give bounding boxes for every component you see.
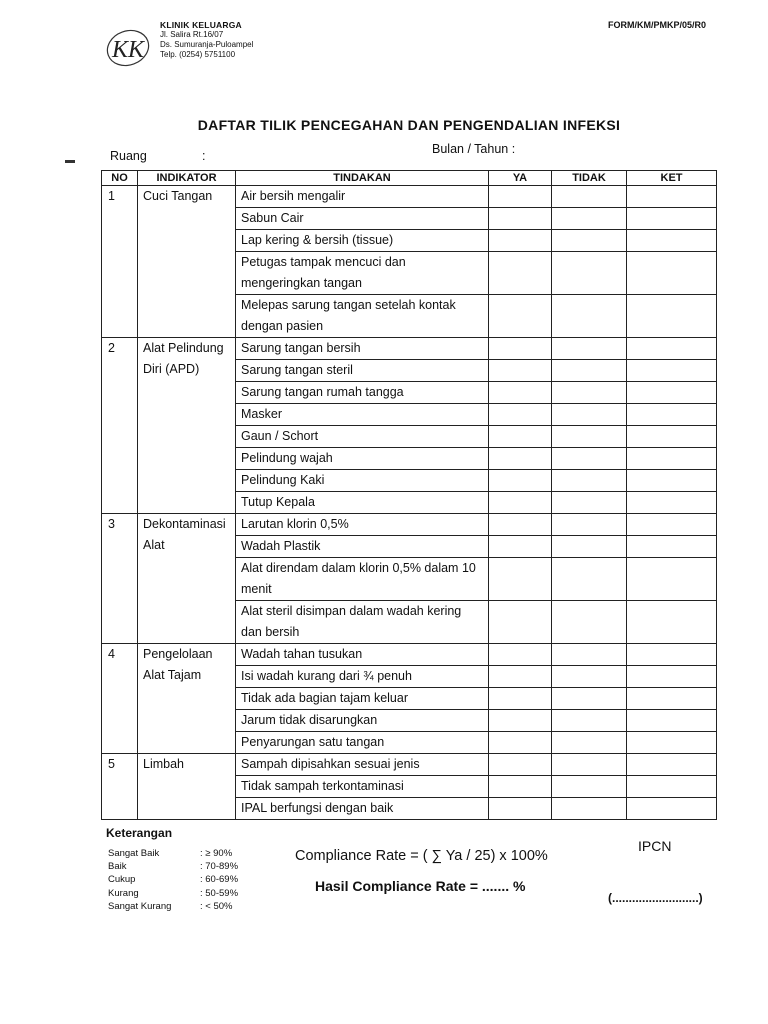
ket-cell[interactable] xyxy=(627,492,717,514)
tidak-cell[interactable] xyxy=(552,776,627,798)
ket-label: Sangat Kurang xyxy=(108,900,172,912)
ket-cell[interactable] xyxy=(627,382,717,404)
scan-mark xyxy=(65,160,75,163)
row-tindakan: Pelindung Kaki xyxy=(236,470,489,492)
ket-cell[interactable] xyxy=(627,710,717,732)
ya-cell[interactable] xyxy=(489,776,552,798)
ya-cell[interactable] xyxy=(489,404,552,426)
tidak-cell[interactable] xyxy=(552,470,627,492)
document-title: DAFTAR TILIK PENCEGAHAN DAN PENGENDALIAN INFEKSI xyxy=(197,117,621,133)
row-tindakan: Alat direndam dalam klorin 0,5% dalam 10 menit xyxy=(236,558,489,601)
ruang-colon: : xyxy=(202,149,206,163)
tidak-cell[interactable] xyxy=(552,186,627,208)
row-tindakan: Sampah dipisahkan sesuai jenis xyxy=(236,754,489,776)
col-header-indikator: INDIKATOR xyxy=(138,171,236,186)
ket-cell[interactable] xyxy=(627,426,717,448)
ket-cell[interactable] xyxy=(627,360,717,382)
ket-cell[interactable] xyxy=(627,798,717,820)
row-tindakan: Lap kering & bersih (tissue) xyxy=(236,230,489,252)
ket-label: Sangat Baik xyxy=(108,848,160,859)
list-item xyxy=(108,873,238,886)
tidak-cell[interactable] xyxy=(552,426,627,448)
ket-cell[interactable] xyxy=(627,688,717,710)
ket-cell[interactable] xyxy=(627,666,717,688)
row-tindakan: IPAL berfungsi dengan baik xyxy=(236,798,489,820)
ket-cell[interactable] xyxy=(627,252,717,295)
row-tindakan: Melepas sarung tangan setelah kontak dengan pasien xyxy=(236,295,489,338)
ya-cell[interactable] xyxy=(489,492,552,514)
tidak-cell[interactable] xyxy=(552,360,627,382)
ya-cell[interactable] xyxy=(489,230,552,252)
ya-cell[interactable] xyxy=(489,798,552,820)
tidak-cell[interactable] xyxy=(552,295,627,338)
ya-cell[interactable] xyxy=(489,360,552,382)
row-tindakan: Gaun / Schort xyxy=(236,426,489,448)
row-tindakan: Masker xyxy=(236,404,489,426)
list-item xyxy=(108,860,238,873)
tidak-cell[interactable] xyxy=(552,208,627,230)
row-indikator: Alat Pelindung Diri (APD) xyxy=(138,338,236,514)
row-no: 5 xyxy=(102,754,138,820)
tidak-cell[interactable] xyxy=(552,644,627,666)
compliance-result: Hasil Compliance Rate = ....... % xyxy=(315,878,526,894)
row-indikator: Limbah xyxy=(138,754,236,820)
row-tindakan: Isi wadah kurang dari ¾ penuh xyxy=(236,666,489,688)
ket-value: : 50-59% xyxy=(200,887,239,899)
ya-cell[interactable] xyxy=(489,732,552,754)
tidak-cell[interactable] xyxy=(552,492,627,514)
table-row xyxy=(102,338,717,360)
col-header-no: NO xyxy=(102,171,138,186)
row-indikator: Pengelolaan Alat Tajam xyxy=(138,644,236,754)
ket-cell[interactable] xyxy=(627,338,717,360)
tidak-cell[interactable] xyxy=(552,754,627,776)
ket-cell[interactable] xyxy=(627,470,717,492)
row-no: 2 xyxy=(102,338,138,514)
ya-cell[interactable] xyxy=(489,514,552,536)
ket-cell[interactable] xyxy=(627,558,717,601)
row-indikator: Dekontaminasi Alat xyxy=(138,514,236,644)
ya-cell[interactable] xyxy=(489,470,552,492)
tidak-cell[interactable] xyxy=(552,230,627,252)
list-item xyxy=(108,847,238,860)
row-tindakan: Petugas tampak mencuci dan mengeringkan tangan xyxy=(236,252,489,295)
ket-cell[interactable] xyxy=(627,295,717,338)
row-tindakan: Penyarungan satu tangan xyxy=(236,732,489,754)
tidak-cell[interactable] xyxy=(552,798,627,820)
ya-cell[interactable] xyxy=(489,426,552,448)
bulan-tahun-field: Bulan / Tahun : xyxy=(432,142,516,156)
ket-cell[interactable] xyxy=(627,208,717,230)
col-header-tidak: TIDAK xyxy=(552,171,627,186)
tidak-cell[interactable] xyxy=(552,404,627,426)
compliance-formula: Compliance Rate = ( ∑ Ya / 25) x 100% xyxy=(295,848,548,864)
ket-cell[interactable] xyxy=(627,404,717,426)
ket-cell[interactable] xyxy=(627,754,717,776)
ya-cell[interactable] xyxy=(489,448,552,470)
ket-label: Cukup xyxy=(108,874,136,886)
tidak-cell[interactable] xyxy=(552,732,627,754)
table-row xyxy=(102,514,717,536)
clinic-info xyxy=(160,20,253,60)
ya-cell[interactable] xyxy=(489,558,552,601)
row-tindakan: Sabun Cair xyxy=(236,208,489,230)
row-tindakan: Pelindung wajah xyxy=(236,448,489,470)
list-item xyxy=(108,887,238,900)
row-no: 4 xyxy=(102,644,138,754)
signature-line: (..........................) xyxy=(608,891,703,905)
ket-cell[interactable] xyxy=(627,230,717,252)
ya-cell[interactable] xyxy=(489,338,552,360)
ket-value: : < 50% xyxy=(200,900,233,912)
ket-cell[interactable] xyxy=(627,448,717,470)
clinic-address-line: Jl. Salira Rt.16/07 xyxy=(160,30,224,39)
ya-cell[interactable] xyxy=(489,754,552,776)
keterangan-title: Keterangan xyxy=(106,826,173,840)
col-header-ket: KET xyxy=(627,171,717,186)
table-row xyxy=(102,186,717,208)
col-header-tindakan: TINDAKAN xyxy=(236,171,489,186)
tidak-cell[interactable] xyxy=(552,536,627,558)
row-tindakan: Larutan klorin 0,5% xyxy=(236,514,489,536)
row-tindakan: Tutup Kepala xyxy=(236,492,489,514)
ket-cell[interactable] xyxy=(627,601,717,644)
row-tindakan: Sarung tangan rumah tangga xyxy=(236,382,489,404)
ket-cell[interactable] xyxy=(627,514,717,536)
form-code: FORM/KM/PMKP/05/R0 xyxy=(607,20,706,30)
ya-cell[interactable] xyxy=(489,382,552,404)
ya-cell[interactable] xyxy=(489,666,552,688)
clinic-name: KLINIK KELUARGA xyxy=(160,20,242,30)
svg-text:KK: KK xyxy=(112,37,145,63)
ipcn-label: IPCN xyxy=(638,838,672,854)
col-header-ya: YA xyxy=(489,171,552,186)
ket-label: Kurang xyxy=(108,887,139,899)
keterangan-list xyxy=(108,847,238,913)
tidak-cell[interactable] xyxy=(552,252,627,295)
tidak-cell[interactable] xyxy=(552,601,627,644)
ruang-field xyxy=(110,149,206,163)
ya-cell[interactable] xyxy=(489,710,552,732)
ya-cell[interactable] xyxy=(489,688,552,710)
ruang-label: Ruang xyxy=(110,149,147,163)
table-header-row xyxy=(102,171,717,186)
tidak-cell[interactable] xyxy=(552,558,627,601)
ket-cell[interactable] xyxy=(627,536,717,558)
ket-value: : 70-89% xyxy=(200,861,239,873)
table-row xyxy=(102,754,717,776)
row-tindakan: Jarum tidak disarungkan xyxy=(236,710,489,732)
tidak-cell[interactable] xyxy=(552,514,627,536)
clinic-address-line: Ds. Sumuranja-Puloampel xyxy=(160,40,254,49)
ket-cell[interactable] xyxy=(627,186,717,208)
ket-label: Baik xyxy=(108,861,127,873)
row-tindakan: Tidak ada bagian tajam keluar xyxy=(236,688,489,710)
ket-cell[interactable] xyxy=(627,644,717,666)
clinic-phone: Telp. (0254) 5751100 xyxy=(160,50,236,59)
tidak-cell[interactable] xyxy=(552,448,627,470)
ya-cell[interactable] xyxy=(489,644,552,666)
list-item xyxy=(108,900,238,913)
row-tindakan: Wadah Plastik xyxy=(236,536,489,558)
row-tindakan: Wadah tahan tusukan xyxy=(236,644,489,666)
ket-cell[interactable] xyxy=(627,732,717,754)
ket-value: : 60-69% xyxy=(200,874,239,886)
ket-cell[interactable] xyxy=(627,776,717,798)
row-tindakan: Alat steril disimpan dalam wadah kering dan bersih xyxy=(236,601,489,644)
ya-cell[interactable] xyxy=(489,208,552,230)
table-row xyxy=(102,644,717,666)
tidak-cell[interactable] xyxy=(552,666,627,688)
tidak-cell[interactable] xyxy=(552,382,627,404)
tidak-cell[interactable] xyxy=(552,688,627,710)
row-tindakan: Air bersih mengalir xyxy=(236,186,489,208)
clinic-logo xyxy=(104,26,152,70)
row-tindakan: Sarung tangan steril xyxy=(236,360,489,382)
row-indikator: Cuci Tangan xyxy=(138,186,236,338)
tidak-cell[interactable] xyxy=(552,338,627,360)
row-tindakan: Sarung tangan bersih xyxy=(236,338,489,360)
ya-cell[interactable] xyxy=(489,536,552,558)
ya-cell[interactable] xyxy=(489,186,552,208)
ket-value: : ≥ 90% xyxy=(200,848,233,859)
row-no: 3 xyxy=(102,514,138,644)
row-tindakan: Tidak sampah terkontaminasi xyxy=(236,776,489,798)
ya-cell[interactable] xyxy=(489,601,552,644)
ya-cell[interactable] xyxy=(489,252,552,295)
row-no: 1 xyxy=(102,186,138,338)
checklist-table xyxy=(101,170,717,820)
tidak-cell[interactable] xyxy=(552,710,627,732)
ya-cell[interactable] xyxy=(489,295,552,338)
